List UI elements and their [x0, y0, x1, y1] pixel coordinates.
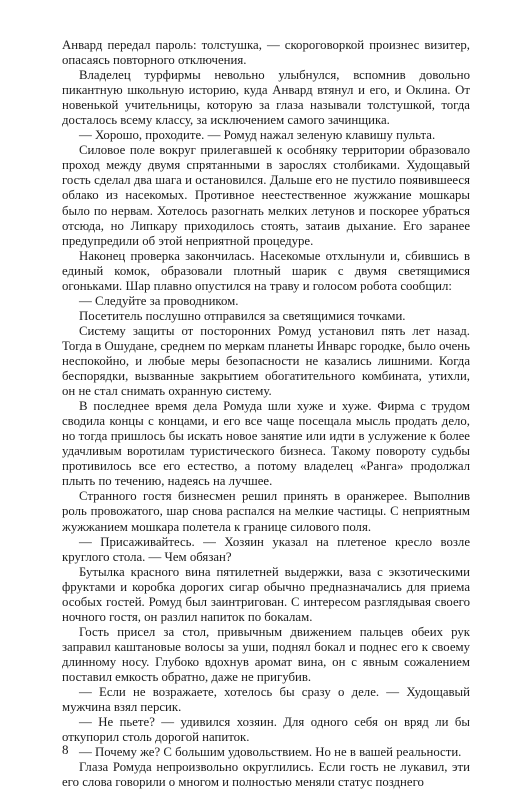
paragraph: — Присаживайтесь. — Хозяин указал на плетеное кресло возле круглого стола. — Чем обязан? — [62, 534, 470, 564]
page-number: 8 — [62, 742, 69, 757]
body-text — [62, 38, 470, 790]
paragraph: Странного гостя бизнесмен решил принять в оранжерее. Выполнив роль провожатого, шар снова распался на мелкие частицы. С неприятным жужжанием мошкара полетела к границе силового поля. — [62, 489, 470, 534]
paragraph: Посетитель послушно отправился за светящимися точками. — [79, 308, 406, 323]
paragraph: — Хорошо, проходите. — Ромуд нажал зеленую клавишу пульта. — [79, 128, 436, 143]
paragraph: Гость присел за стол, привычным движением пальцев обеих рук заправил каштановые волосы за уши, поднял бокал и поднес его к своему длинному носу. Глубоко вдохнув аромат вина, он с явным сожалением поставил емкость обратно, даже не пригубив. — [62, 624, 470, 684]
paragraph: Систему защиты от посторонних Ромуд установил пять лет назад. Тогда в Ошудане, среднем по меркам планеты Инварс городке, было очень неспокойно, и любые меры безопасности не казались лишними. Когда беспорядки, вызванные закрытием обогатительного комбината, утихли, он не стал снимать охранную систему. — [62, 323, 470, 399]
paragraph: — Не пьете? — удивился хозяин. Для одного себя он вряд ли бы откупорил столь дорогой напиток. — [62, 715, 470, 745]
paragraph: — Если не возражаете, хотелось бы сразу о деле. — Худощавый мужчина взял персик. — [62, 685, 470, 715]
paragraph: Наконец проверка закончилась. Насекомые отхлынули и, сбившись в единый комок, образовали плотный шарик с двумя светящимися огоньками. Шар плавно опустился на траву и голосом робота сообщил: — [62, 248, 470, 293]
paragraph: — Почему же? С большим удовольствием. Но не в вашей реальности. — [79, 745, 462, 760]
paragraph: Владелец турфирмы невольно улыбнулся, вспомнив довольно пикантную школьную историю, куда Анвард втянул и его, и Оклина. От новенькой учительницы, которую за глаза называли толстушкой, тогда досталось всему классу, за исключением самого зачинщика. — [62, 68, 470, 128]
paragraph: В последнее время дела Ромуда шли хуже и хуже. Фирма с трудом сводила концы с концами, и его все чаще посещала мысль продать дело, но тогда пришлось бы искать новое занятие или идти в услужение к более удачливым воротилам туристического бизнеса. Такому повороту судьбы противилось все его естество, а потому владелец «Ранга» продолжал плыть по течению, надеясь на лучшее. — [62, 399, 470, 489]
paragraph: Бутылка красного вина пятилетней выдержки, ваза с экзотическими фруктами и коробка дорогих сигар обычно предназначались для приема особых гостей. Ромуд был заинтригован. С интересом разглядывая своего ночного гостя, он разлил напиток по бокалам. — [62, 564, 470, 624]
paragraph: Анвард передал пароль: толстушка, — скороговоркой произнес визитер, опасаясь повторного отключения. — [62, 38, 470, 68]
paragraph: — Следуйте за проводником. — [79, 293, 239, 308]
paragraph: Силовое поле вокруг прилегавшей к особняку территории образовало проход между двумя спрятанными в зарослях столбиками. Худощавый гость сделал два шага и остановился. Дальше его не пустило появившееся облако из насекомых. Противное неестественное жужжание мошкары было по нервам. Хотелось разогнать мелких летунов и поскорее убраться отсюда, но Липкару приходилось стоять, затаив дыхание. Его заранее предупредили об этой неприятной процедуре. — [62, 143, 470, 248]
paragraph: Глаза Ромуда непроизвольно округлились. Если гость не лукавил, эти его слова говорили о многом и полностью меняли статус позднего — [62, 760, 470, 790]
